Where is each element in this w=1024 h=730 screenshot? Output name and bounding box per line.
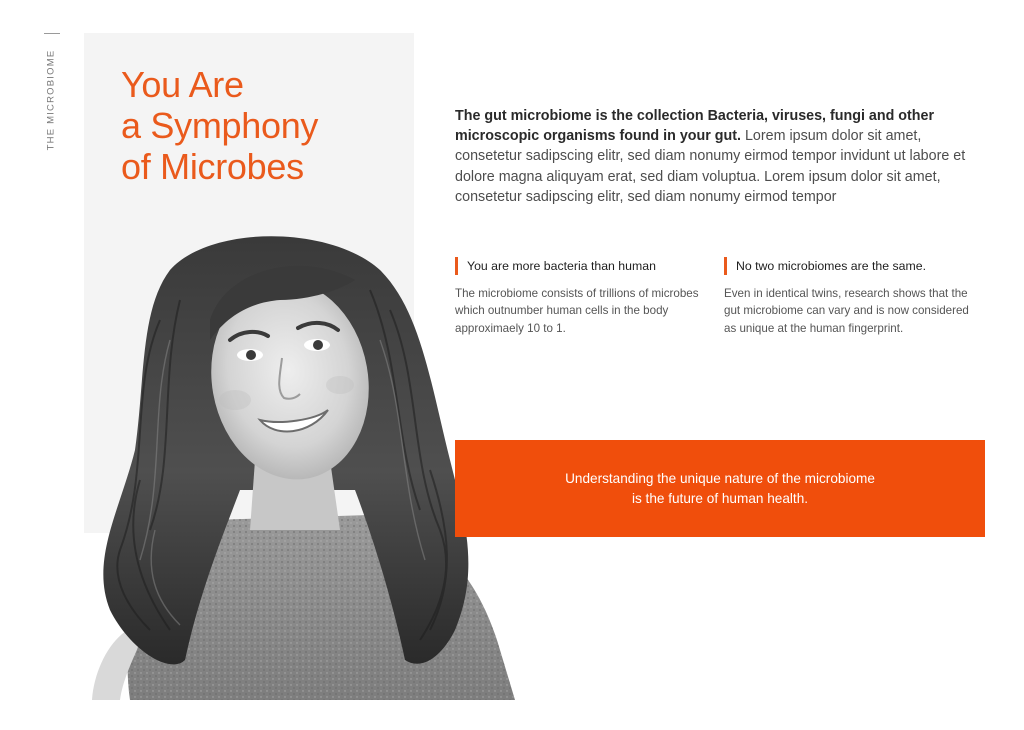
fact-card-unique	[724, 257, 969, 337]
callout-text: Understanding the unique nature of the microbiome is the future of human health.	[565, 470, 875, 506]
fact-card-bacteria	[455, 257, 700, 337]
title-line-2: a Symphony	[121, 105, 319, 146]
callout-box	[455, 440, 985, 537]
section-label: THE MICROBIOME	[45, 49, 57, 151]
fact-text: The microbiome consists of trillions of microbes which outnumber human cells in the body approximaely 10 to 1.	[455, 287, 699, 335]
intro-lead: The gut microbiome is the collection Bacteria, viruses, fungi and other microscopic organisms found in your gut.	[455, 108, 935, 145]
intro-paragraph	[455, 106, 985, 207]
intro-body: Lorem ipsum dolor sit amet, consetetur sadipscing elitr, sed diam nonumy eirmod tempor invidunt ut labore et dolore magna aliquyam erat, sed diam voluptua. Lorem ipsum dolor sit amet, consetetur sadipscing elitr, sed diam nonumy eirmod tempor	[455, 128, 966, 205]
fact-title: No two microbiomes are the same.	[724, 257, 969, 275]
fact-text: Even in identical twins, research shows that the gut microbiome can vary and is now considered as unique at the human fingerprint.	[724, 287, 969, 335]
section-label-rule	[44, 33, 60, 34]
title-line-1: You Are	[121, 64, 244, 105]
fact-title: You are more bacteria than human	[455, 257, 700, 275]
page-title	[121, 64, 318, 187]
title-line-3: of Microbes	[121, 146, 304, 187]
